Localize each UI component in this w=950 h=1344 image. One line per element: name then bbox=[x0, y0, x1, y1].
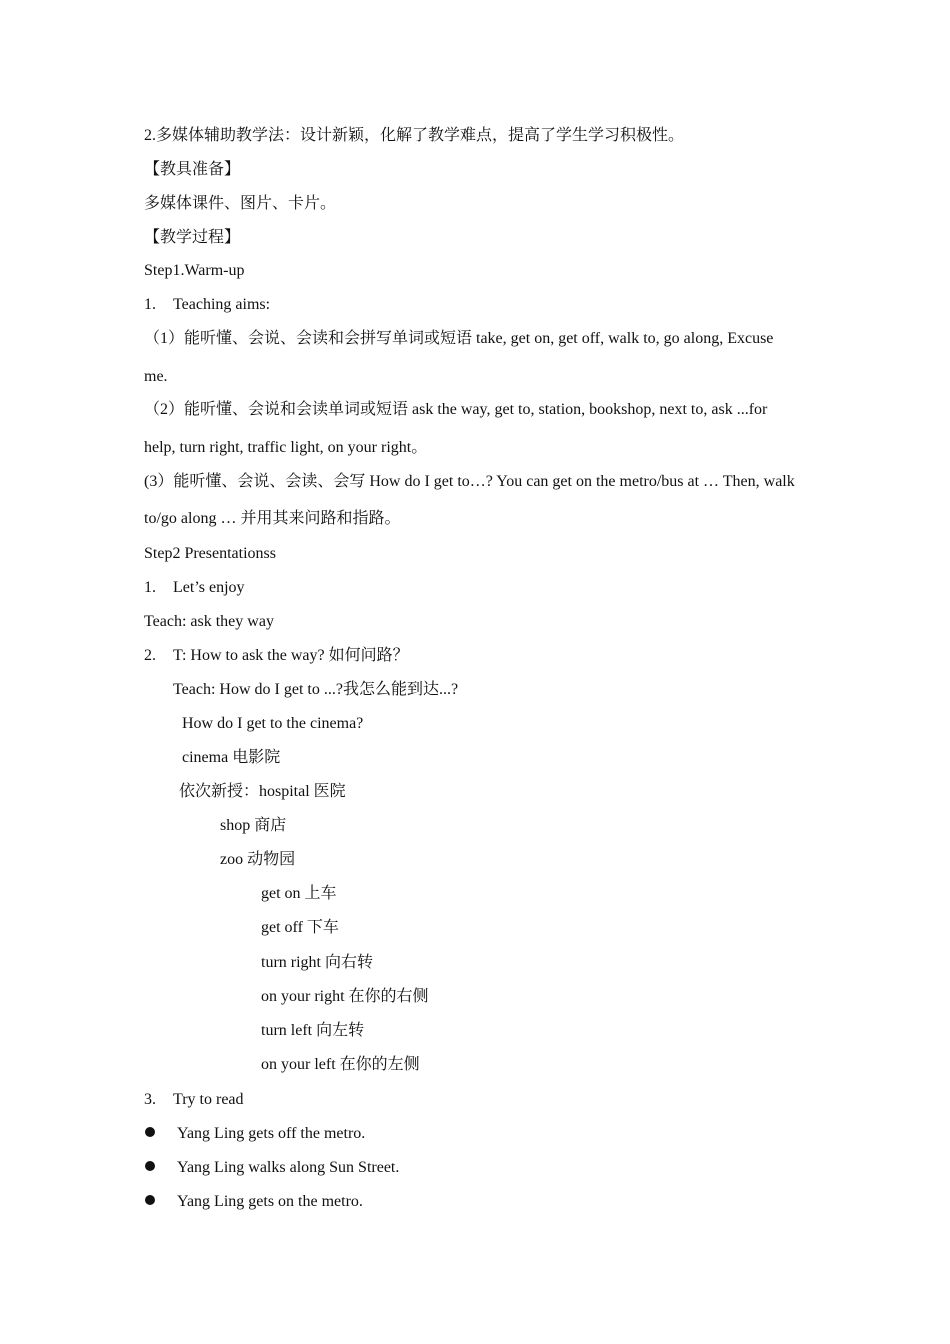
list-text: T: How to ask the way? 如何问路？ bbox=[173, 647, 409, 664]
vocab-get-on: get on 上车 bbox=[261, 885, 337, 902]
vocab-zoo: zoo 动物园 bbox=[220, 851, 296, 868]
aim-2-continued: help, turn right, traffic light, on your right。 bbox=[144, 439, 428, 456]
aim-3-line: (3）能听懂、会说、会读、会写 How do I get to…? You can get on the metro/bus at … Then, walk bbox=[144, 473, 795, 490]
aim-2-line: （2）能听懂、会说和会读单词或短语 ask the way, get to, station, bookshop, next to, ask ...for bbox=[144, 401, 768, 418]
method-line: 2.多媒体辅助教学法：设计新颖，化解了教学难点，提高了学生学习积极性。 bbox=[144, 127, 685, 144]
vocab-on-your-left: on your left 在你的左侧 bbox=[261, 1056, 420, 1073]
list-item-try-to-read bbox=[144, 1090, 244, 1110]
list-item-lets-enjoy bbox=[144, 578, 245, 598]
section-heading-materials: 【教具准备】 bbox=[144, 161, 241, 178]
bullet-text: Yang Ling gets off the metro. bbox=[177, 1125, 366, 1142]
bullet-dot-icon bbox=[144, 1124, 158, 1138]
step1-heading: Step1.Warm-up bbox=[144, 262, 245, 279]
list-text: Try to read bbox=[173, 1091, 244, 1108]
aim-3-continued: to/go along … 并用其来问路和指路。 bbox=[144, 510, 401, 527]
bullet-text: Yang Ling gets on the metro. bbox=[177, 1193, 363, 1210]
vocab-get-off: get off 下车 bbox=[261, 919, 339, 936]
list-number: 1. bbox=[144, 296, 156, 313]
vocab-on-your-right: on your right 在你的右侧 bbox=[261, 988, 429, 1005]
example-sentence-line: How do I get to the cinema? bbox=[182, 715, 364, 732]
vocab-hospital: 依次新授：hospital 医院 bbox=[179, 783, 346, 800]
list-text: Let’s enjoy bbox=[173, 579, 245, 596]
vocab-turn-left: turn left 向左转 bbox=[261, 1022, 365, 1039]
list-number: 1. bbox=[144, 579, 156, 596]
list-item-teaching-aims bbox=[144, 295, 270, 315]
list-item-ask-way bbox=[144, 646, 409, 666]
materials-line: 多媒体课件、图片、卡片。 bbox=[144, 195, 337, 212]
aim-1-line: （1）能听懂、会说、会读和会拼写单词或短语 take, get on, get off, walk to, go along, Excuse bbox=[144, 330, 774, 347]
bullet-text: Yang Ling walks along Sun Street. bbox=[177, 1159, 400, 1176]
teach-line: Teach: ask they way bbox=[144, 613, 274, 630]
aim-1-continued: me. bbox=[144, 368, 168, 385]
teach-sentence-line: Teach: How do I get to ...?我怎么能到达...? bbox=[173, 681, 459, 698]
vocab-shop: shop 商店 bbox=[220, 817, 287, 834]
list-number: 2. bbox=[144, 647, 156, 664]
list-text: Teaching aims: bbox=[173, 296, 271, 313]
section-heading-process: 【教学过程】 bbox=[144, 229, 241, 246]
vocab-cinema: cinema 电影院 bbox=[182, 749, 281, 766]
list-number: 3. bbox=[144, 1091, 156, 1108]
vocab-turn-right: turn right 向右转 bbox=[261, 954, 373, 971]
bullet-dot-icon bbox=[144, 1158, 158, 1172]
step2-heading: Step2 Presentationss bbox=[144, 545, 276, 562]
bullet-dot-icon bbox=[144, 1192, 158, 1206]
